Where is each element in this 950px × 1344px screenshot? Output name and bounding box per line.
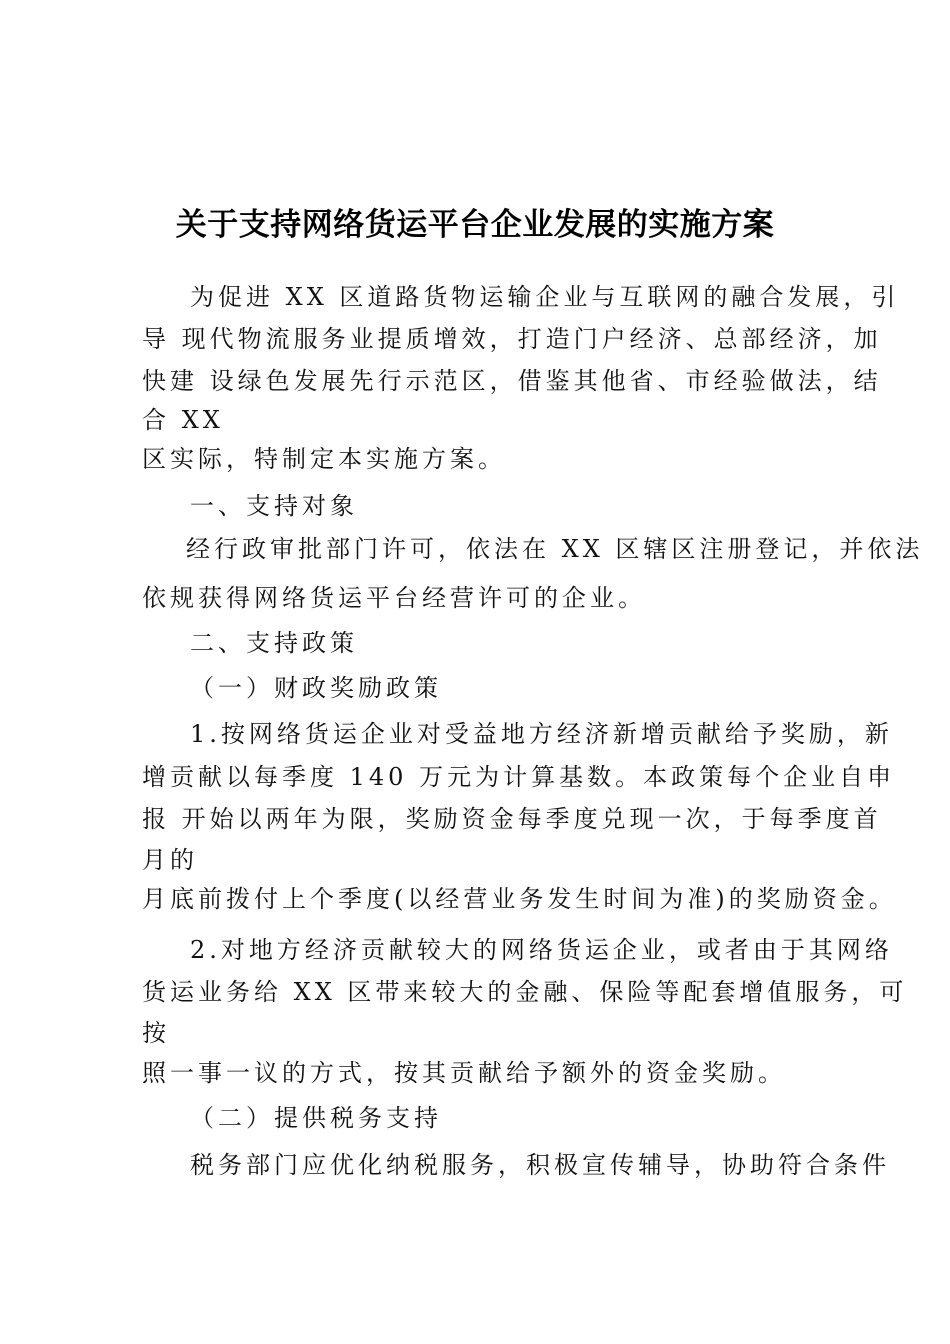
section-heading-support-policy: 二、支持政策 [190, 629, 358, 657]
paragraph-support-target-line-2: 依规获得网络货运平台经营许可的企业。 [142, 584, 646, 612]
paragraph-tax-support-line-1: 税务部门应优化纳税服务，积极宣传辅导，协助符合条件 [190, 1151, 890, 1179]
document-title: 关于支持网络货运平台企业发展的实施方案 [175, 206, 775, 243]
paragraph-intro-line-3: 快建 设绿色发展先行示范区，借鉴其他省、市经验做法，结 [142, 367, 882, 395]
paragraph-support-target-line-1: 经行政审批部门许可，依法在 XX 区辖区注册登记，并依法 [186, 535, 924, 563]
paragraph-item-2-line-2: 货运业务给 XX 区带来较大的金融、保险等配套增值服务，可 [142, 978, 908, 1006]
paragraph-item-2-line-4: 照一事一议的方式，按其贡献给予额外的资金奖励。 [142, 1059, 786, 1087]
paragraph-item-1-line-3: 报 开始以两年为限，奖励资金每季度兑现一次，于每季度首 [142, 805, 882, 833]
paragraph-intro-line-5: 区实际，特制定本实施方案。 [142, 445, 506, 473]
paragraph-item-2-line-3: 按 [142, 1019, 170, 1047]
paragraph-item-2-line-1: 2.对地方经济贡献较大的网络货运企业，或者由于其网络 [190, 936, 893, 964]
paragraph-item-1-line-1: 1.按网络货运企业对受益地方经济新增贡献给予奖励，新 [190, 720, 893, 748]
paragraph-intro-line-2: 导 现代物流服务业提质增效，打造门户经济、总部经济，加 [142, 325, 882, 353]
paragraph-intro-line-1: 为促进 XX 区道路货物运输企业与互联网的融合发展，引 [190, 283, 900, 311]
paragraph-intro-line-4: 合 XX [142, 406, 224, 434]
paragraph-item-1-line-2: 增贡献以每季度 140 万元为计算基数。本政策每个企业自申 [142, 763, 896, 791]
paragraph-item-1-line-4: 月的 [142, 846, 198, 874]
subsection-heading-tax-support: （二）提供税务支持 [190, 1104, 442, 1132]
section-heading-support-target: 一、支持对象 [190, 492, 358, 520]
paragraph-item-1-line-5: 月底前拨付上个季度(以经营业务发生时间为准)的奖励资金。 [142, 885, 897, 913]
subsection-heading-fiscal-reward: （一）财政奖励政策 [190, 674, 442, 702]
